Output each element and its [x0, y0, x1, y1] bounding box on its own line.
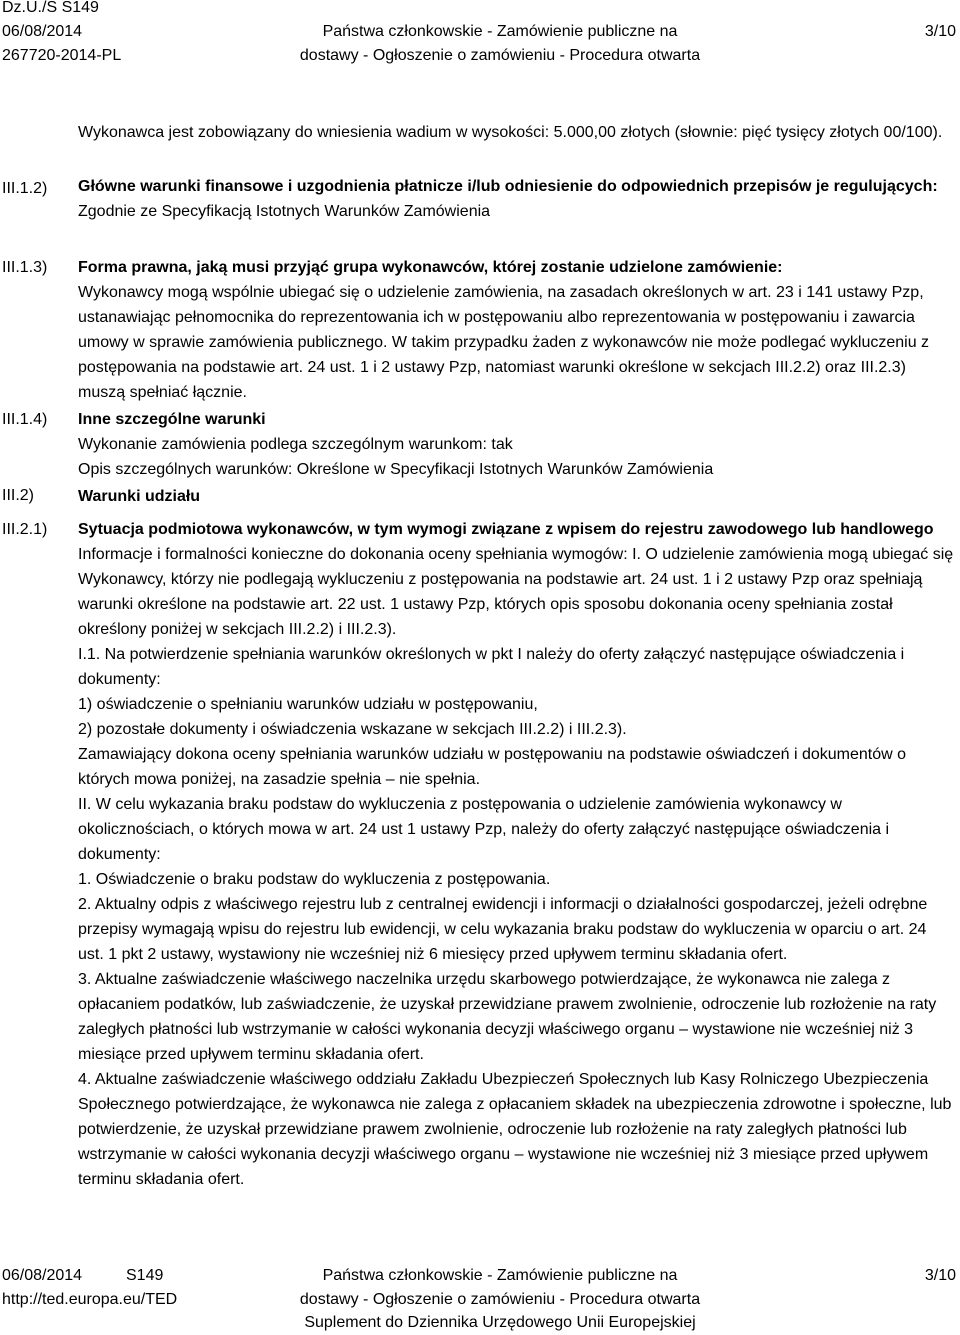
paragraph: 1. Oświadczenie o braku podstaw do wykluczenia z postępowania.	[78, 871, 551, 888]
legal-form-block	[78, 255, 954, 405]
wadium-block	[78, 120, 954, 145]
header-title-line2: dostawy - Ogłoszenie o zamówieniu - Procedura otwarta	[299, 47, 701, 64]
paragraph: 1) oświadczenie o spełnianiu warunków udziału w postępowaniu,	[78, 696, 538, 713]
other-conditions-text-1: Wykonanie zamówienia podlega szczególnym warunkom: tak	[78, 436, 513, 453]
other-conditions-text-2: Opis szczególnych warunków: Określone w Specyfikacji Istotnych Warunków Zamówienia	[78, 461, 714, 478]
section-number-iii-1-3: III.1.3)	[2, 259, 48, 276]
section-number-iii-1-4: III.1.4)	[2, 411, 48, 428]
financial-conditions-block	[78, 174, 954, 224]
notice-id: 267720-2014-PL	[2, 47, 122, 64]
legal-form-heading: Forma prawna, jaką musi przyjąć grupa wykonawców, której zostanie udzielone zamówienie:	[78, 259, 783, 276]
footer-page-number: 3/10	[924, 1267, 956, 1284]
section-number-iii-2-1: III.2.1)	[2, 521, 48, 538]
paragraph: Informacje i formalności konieczne do dokonania oceny spełniania wymogów: I. O udzielenie zamówienia mogą ubiegać się Wykonawcy, którzy nie podlegają wykluczeniu z postępowania na podstawie art. 24 ust. 1 i 2 ustawy Pzp oraz spełniają warunki określone na podstawie art. 22 ust. 1 ustawy Pzp, których opis sposobu dokonania oceny spełniania został określony poniżej w sekcjach III.2.2) i III.2.3).	[78, 546, 954, 638]
paragraph: 2) pozostałe dokumenty i oświadczenia wskazane w sekcjach III.2.2) i III.2.3).	[78, 721, 627, 738]
footer-title-line1: Państwa członkowskie - Zamówienie publiczne na	[322, 1267, 678, 1284]
paragraph: Zamawiający dokona oceny spełniania warunków udziału w postępowaniu na podstawie oświadczeń i dokumentów o których mowa poniżej, na zasadzie spełnia – nie spełnia.	[78, 746, 907, 788]
footer-title-line3: Suplement do Dziennika Urzędowego Unii Europejskiej	[304, 1314, 696, 1331]
other-conditions-heading: Inne szczególne warunki	[78, 411, 266, 428]
participation-heading: Warunki udziału	[78, 488, 201, 505]
footer-url: http://ted.europa.eu/TED	[2, 1291, 178, 1308]
footer-date: 06/08/2014	[2, 1267, 83, 1284]
other-conditions-block	[78, 407, 954, 482]
footer-title-line2: dostawy - Ogłoszenie o zamówieniu - Procedura otwarta	[299, 1291, 701, 1308]
situation-heading: Sytuacja podmiotowa wykonawców, w tym wymogi związane z wpisem do rejestru zawodowego lub handlowego	[78, 521, 934, 538]
section-number-iii-2: III.2)	[2, 487, 35, 504]
paragraph: 4. Aktualne zaświadczenie właściwego oddziału Zakładu Ubezpieczeń Społecznych lub Kasy Rolniczego Ubezpieczenia Społecznego potwierdzające, że wykonawca nie zalega z opłacaniem składek na ubezpieczenia zdrowotne i społeczne, lub potwierdzenie, że uzyskał przewidziane prawem zwolnienie, odroczenie lub rozłożenie na raty zaległych płatności lub wstrzymanie w całości wykonania decyzji właściwego organu – wystawione nie wcześniej niż 3 miesiące przed upływem terminu składania ofert.	[78, 1071, 952, 1188]
paragraph: 2. Aktualny odpis z właściwego rejestru lub z centralnej ewidencji i informacji o działalności gospodarczej, jeżeli odrębne przepisy wymagają wpisu do rejestru lub ewidencji, w celu wykazania braku podstaw do wykluczenia w oparciu o art. 24 ust. 1 pkt 2 ustawy, wystawiony nie wcześniej niż 6 miesięcy przed upływem terminu składania ofert.	[78, 896, 928, 963]
journal-reference: Dz.U./S S149	[2, 0, 99, 16]
financial-conditions-text: Zgodnie ze Specyfikacją Istotnych Warunków Zamówienia	[78, 203, 491, 220]
paragraph: 3. Aktualne zaświadczenie właściwego naczelnika urzędu skarbowego potwierdzające, że wykonawca nie zalega z opłacaniem podatków, lub zaświadczenie, że uzyskał przewidziane prawem zwolnienie, odroczenie lub rozłożenie na raty zaległych płatności lub wstrzymanie w całości wykonania decyzji właściwego organu – wystawione nie wcześniej niż 3 miesiące przed upływem terminu składania ofert.	[78, 971, 937, 1063]
header-title-line1: Państwa członkowskie - Zamówienie publiczne na	[322, 23, 678, 40]
header-date: 06/08/2014	[2, 23, 83, 40]
participation-heading-block	[78, 484, 954, 509]
section-number-iii-1-2: III.1.2)	[2, 180, 48, 197]
paragraph: I.1. Na potwierdzenie spełniania warunków określonych w pkt I należy do oferty załączyć następujące oświadczenia i dokumenty:	[78, 646, 905, 688]
wadium-text: Wykonawca jest zobowiązany do wniesienia wadium w wysokości: 5.000,00 złotych (słownie: pięć tysięcy złotych 00/100).	[78, 124, 943, 141]
header-page-number: 3/10	[924, 23, 956, 40]
paragraph: II. W celu wykazania braku podstaw do wykluczenia z postępowania o udzielenie zamówienia wykonawcy w okolicznościach, o których mowa w art. 24 ust 1 ustawy Pzp, należy do oferty załączyć następujące oświadczenia i dokumenty:	[78, 796, 890, 863]
legal-form-text: Wykonawcy mogą wspólnie ubiegać się o udzielenie zamówienia, na zasadach określonych w art. 23 i 141 ustawy Pzp, ustanawiając pełnomocnika do reprezentowania ich w postępowaniu albo reprezentowania w postępowaniu i zawarcia umowy w sprawie zamówienia publicznego. W takim przypadku żaden z wykonawców nie może podlegać wykluczeniu z postępowania na podstawie art. 24 ust. 1 i 2 ustawy Pzp, natomiast warunki określone w sekcjach III.2.2) oraz III.2.3) muszą spełniać łącznie.	[78, 284, 930, 401]
situation-block	[78, 517, 954, 1192]
financial-conditions-heading: Główne warunki finansowe i uzgodnienia płatnicze i/lub odniesienie do odpowiednich przepisów je regulujących:	[78, 178, 938, 195]
footer-series: S149	[126, 1267, 164, 1284]
